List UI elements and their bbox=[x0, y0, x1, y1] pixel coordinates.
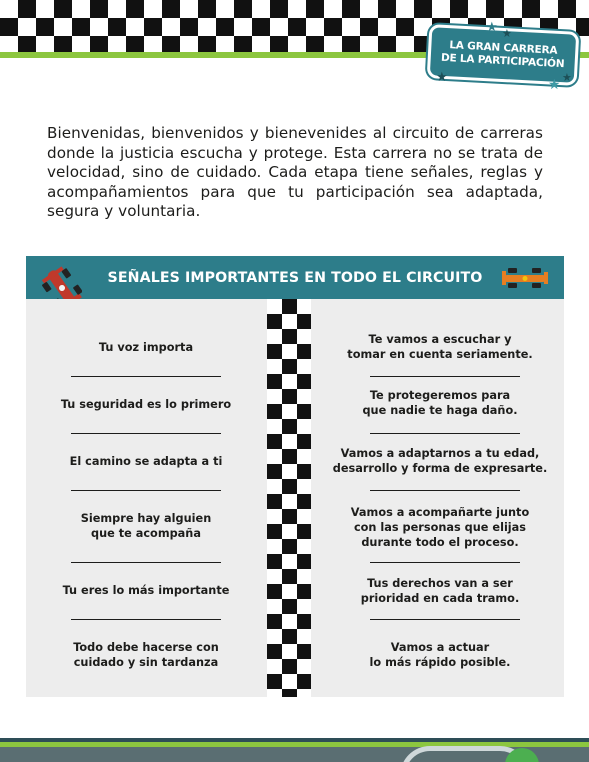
signal-description: Te vamos a escuchar y tomar en cuenta seriamente. bbox=[347, 333, 533, 361]
signal-description: Vamos a actuar lo más rápido posible. bbox=[369, 641, 511, 669]
signals-title: SEÑALES IMPORTANTES EN TODO EL CIRCUITO bbox=[107, 269, 483, 286]
row-divider bbox=[71, 562, 221, 563]
signal-label: El camino se adapta a ti bbox=[69, 454, 223, 468]
row-divider bbox=[71, 433, 221, 434]
signal-description: Vamos a adaptarnos a tu edad, desarrollo y forma de expresarte. bbox=[332, 447, 548, 475]
signal-label: Tu seguridad es lo primero bbox=[60, 397, 232, 411]
row-divider bbox=[71, 376, 221, 377]
star-icon: ★ bbox=[562, 71, 572, 84]
row-divider bbox=[370, 562, 520, 563]
checkered-divider bbox=[267, 299, 311, 697]
signal-label: Tu eres lo más importante bbox=[62, 583, 230, 597]
intro-paragraph: Bienvenidas, bienvenidos y bienevenides al circuito de carreras donde la justicia escucha y protege. Esta carrera no se trata de velocidad, sino de cuidado. Cada etapa tiene señales, reglas y acompañamientos para que tu participación sea adaptada, segura y voluntaria. bbox=[47, 124, 543, 220]
badge-line-2: DE LA PARTICIPACIÓN bbox=[440, 51, 565, 71]
signal-label: Siempre hay alguien que te acompaña bbox=[80, 512, 212, 540]
row-divider bbox=[370, 619, 520, 620]
signal-description: Vamos a acompañarte junto con las personas que elijas durante todo el proceso. bbox=[350, 505, 530, 549]
row-divider bbox=[71, 490, 221, 491]
signals-header-bar bbox=[26, 256, 564, 299]
signal-label: Tu voz importa bbox=[98, 340, 194, 354]
badge-line-1: LA GRAN CARRERA bbox=[449, 39, 558, 57]
signal-description: Te protegeremos para que nadie te haga daño. bbox=[362, 389, 518, 417]
row-divider bbox=[370, 376, 520, 377]
star-icon: ★ bbox=[548, 77, 561, 93]
signal-label: Todo debe hacerse con cuidado y sin tardanza bbox=[73, 641, 219, 669]
row-divider bbox=[370, 490, 520, 491]
row-divider bbox=[370, 433, 520, 434]
row-divider bbox=[71, 619, 221, 620]
race-car-icon bbox=[500, 267, 550, 289]
star-icon: ★ bbox=[486, 20, 498, 35]
signal-description: Tus derechos van a ser prioridad en cada tramo. bbox=[360, 577, 520, 605]
star-icon: ★ bbox=[436, 70, 448, 85]
star-icon: ★ bbox=[502, 27, 512, 40]
